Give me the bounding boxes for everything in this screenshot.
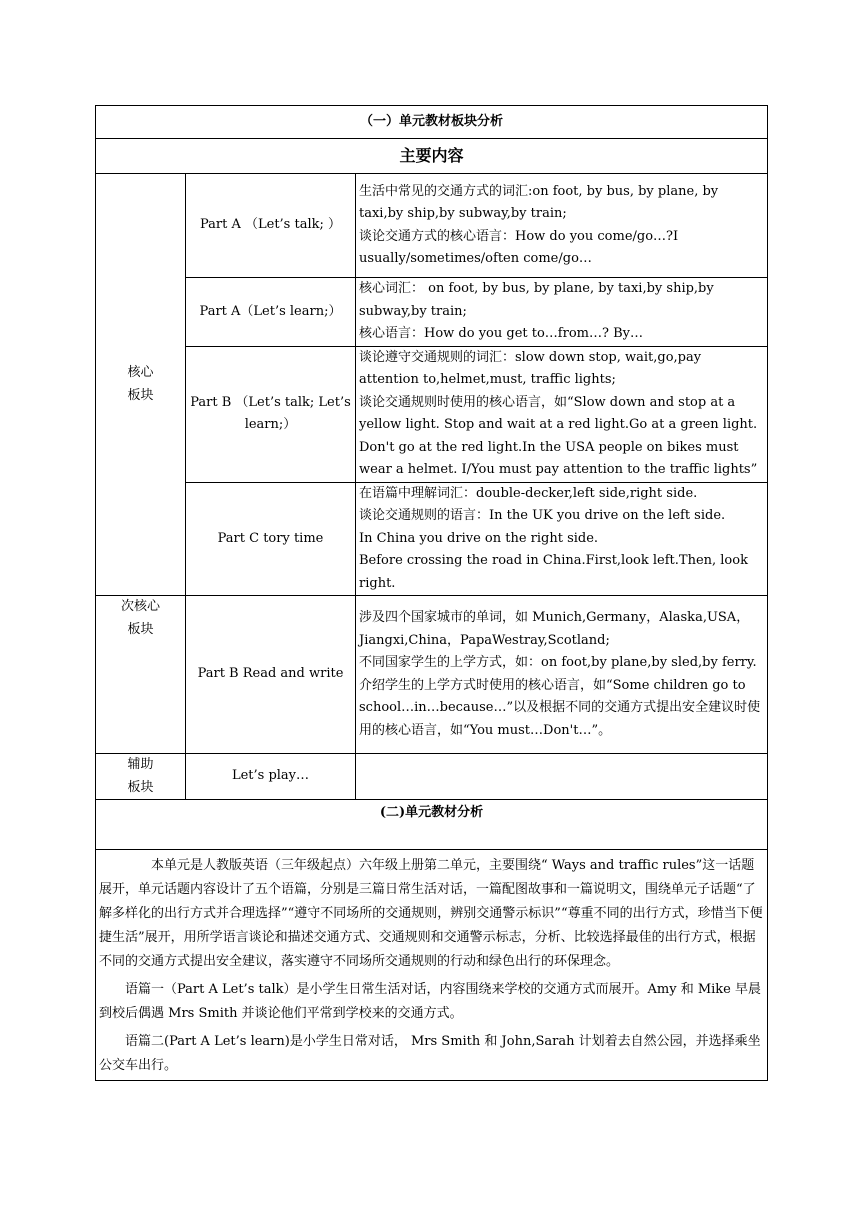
part-content: [356, 346, 768, 482]
section2-body: [96, 850, 768, 1081]
category-auxiliary: 辅助 板块: [96, 754, 186, 800]
part-label: Part C tory time: [186, 482, 356, 596]
part-content: [356, 596, 768, 754]
content-line: 谈论交通规则的语言：In the UK you drive on the left side.: [359, 508, 726, 523]
part-label: Part B Read and write: [186, 596, 356, 754]
section1-title: （一）单元教材板块分析: [96, 106, 768, 139]
content-line: 谈论交通规则时使用的核心语言，如“Slow down and stop at a yellow light. Stop and wait at a red light.Go at a green light. Don't go at the red light.In the USA people on bikes must wear a helmet. I/You must pay attention to the traffic lights”: [359, 394, 758, 477]
section2-title: (二)单元教材分析: [96, 800, 768, 850]
content-line: 在语篇中理解词汇：double-decker,left side,right side.: [359, 485, 698, 501]
analysis-paragraph: 语篇一（Part A Let’s talk）是小学生日常生活对话，内容围绕来学校的交通方式而展开。Amy 和 Mike 早晨到校后偶遇 Mrs Smith 并谈论他们平常到学校来的交通方式。: [99, 982, 761, 1021]
part-label: Let’s play…: [186, 754, 356, 800]
content-line: 谈论交通方式的核心语言：How do you come/go…?I usually/sometimes/often come/go…: [359, 228, 679, 266]
part-label: Part B （Let’s talk; Let’s learn;）: [186, 346, 356, 482]
part-content: [356, 278, 768, 347]
part-content: [356, 482, 768, 596]
part-content-empty: [356, 754, 768, 800]
analysis-paragraph: 语篇二(Part A Let’s learn)是小学生日常对话， Mrs Smith 和 John,Sarah 计划着去自然公园，并选择乘坐公交车出行。: [99, 1034, 761, 1073]
part-label: Part A（Let’s learn;）: [186, 278, 356, 347]
content-line: 谈论遵守交通规则的词汇：slow down stop, wait,go,pay attention to,helmet,must, traffic lights;: [359, 349, 702, 387]
content-line: 介绍学生的上学方式时使用的核心语言，如“Some children go to school…in…because…”以及根据不同的交通方式提出安全建议时使用的核心语言，如“You must…Don't…”。: [359, 677, 761, 738]
content-line: 涉及四个国家城市的单词，如 Munich,Germany，Alaska,USA，Jiangxi,China，PapaWestray,Scotland;: [359, 610, 750, 648]
analysis-paragraph: 本单元是人教版英语（三年级起点）六年级上册第二单元，主要围绕“ Ways and traffic rules”这一话题展开，单元话题内容设计了五个语篇，分别是三篇日常生活对话，一篇配图故事和一篇说明文，围绕单元子话题“了解多样化的出行方式并合理选择”“遵守不同场所的交通规则，辨别交通警示标识”“尊重不同的出行方式，珍惜当下便捷生活”展开，用所学语言谈论和描述交通方式、交通规则和交通警示标志，分析、比较选择最佳的出行方式，根据不同的交通方式提出安全建议，落实遵守不同场所交通规则的行动和绿色出行的环保理念。: [99, 858, 763, 969]
content-line: Before crossing the road in China.First,look left.Then, look right.: [359, 553, 748, 591]
part-label: Part A （Let’s talk; ）: [186, 174, 356, 278]
content-line: 核心语言：How do you get to…from…? By…: [359, 326, 643, 341]
content-line: 不同国家学生的上学方式，如：on foot,by plane,by sled,by ferry.: [359, 655, 757, 670]
content-line: 生活中常见的交通方式的词汇:on foot, by bus, by plane, by taxi,by ship,by subway,by train;: [359, 183, 719, 221]
content-line: 核心词汇： on foot, by bus, by plane, by taxi,by ship,by subway,by train;: [359, 281, 714, 319]
main-content-header: 主要内容: [96, 139, 768, 174]
category-secondary: 次核心 板块: [96, 596, 186, 754]
part-content: [356, 174, 768, 278]
content-line: In China you drive on the right side.: [359, 530, 599, 546]
category-core: 核心 板块: [96, 174, 186, 596]
unit-analysis-table: [95, 105, 768, 1081]
